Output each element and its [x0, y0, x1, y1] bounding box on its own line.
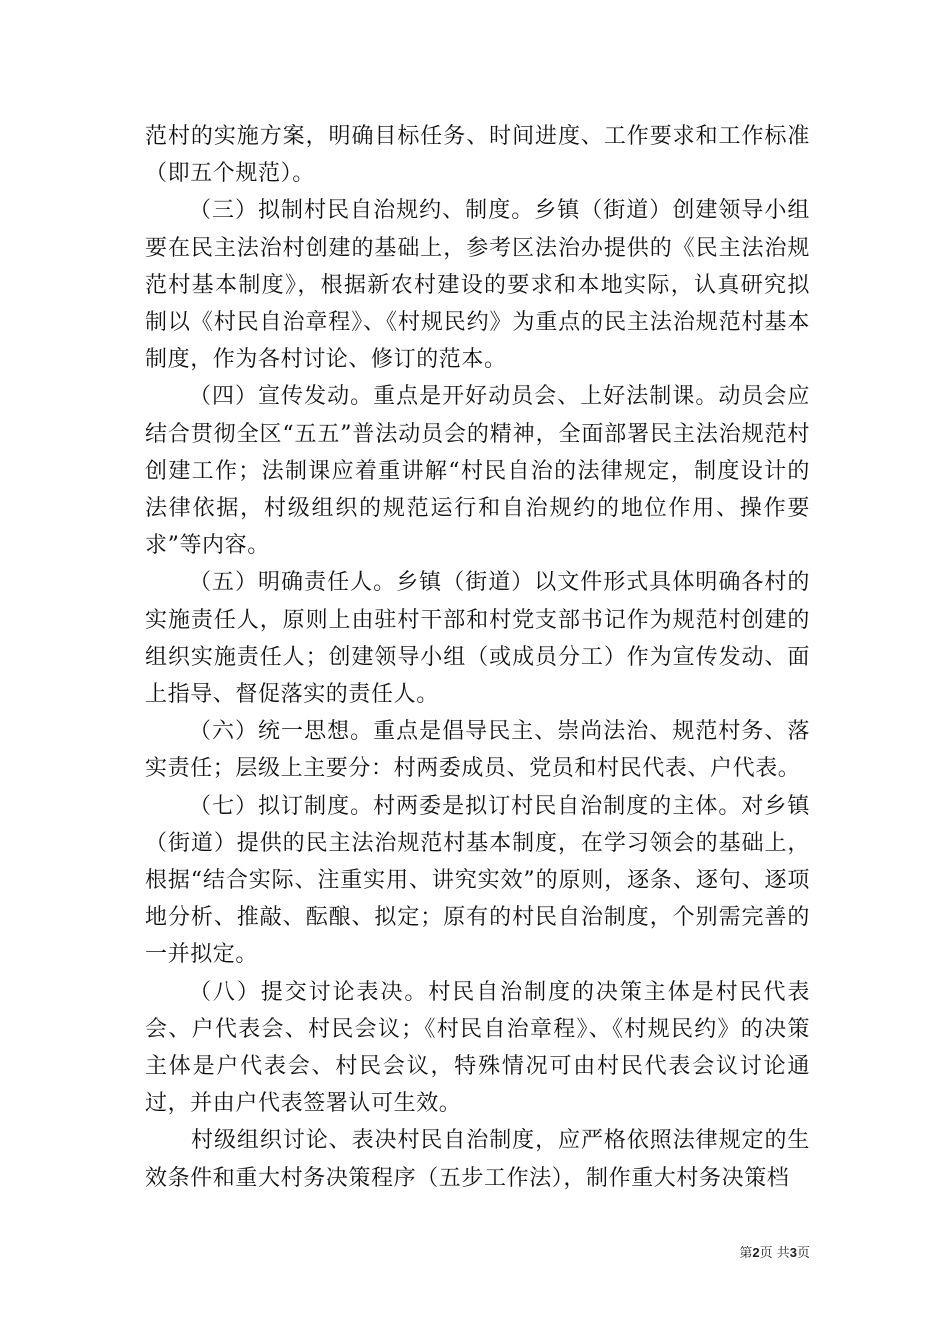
footer-prefix: 第 [739, 1246, 753, 1261]
paragraph-section-7: （七）拟订制度。村两委是拟订村民自治制度的主体。对乡镇（街道）提供的民主法治规范村基本制度，在学习领会的基础上，根据“结合实际、注重实用、讲究实效”的原则，逐条、逐句、逐项地分析、推敲、酝酿、拟定；原有的村民自治制度，个别需完善的一并拟定。 [145, 793, 810, 968]
footer-page-number: 2 [752, 1245, 760, 1260]
paragraph-section-6: （六）统一思想。重点是倡导民主、崇尚法治、规范村务、落实责任；层级上主要分：村两委成员、党员和村民代表、户代表。 [145, 719, 810, 782]
footer-middle: 页 共 [759, 1246, 790, 1261]
paragraph-section-8: （八）提交讨论表决。村民自治制度的决策主体是村民代表会、户代表会、村民会议；《村民自治章程》、《村规民约》的决策主体是户代表会、村民会议，特殊情况可由村民代表会议讨论通过，并由户代表签署认可生效。 [145, 979, 810, 1117]
paragraph-section-4: （四）宣传发动。重点是开好动员会、上好法制课。动员会应结合贯彻全区“五五”普法动员会的精神，全面部署民主法治规范村创建工作；法制课应着重讲解“村民自治的法律规定，制度设计的法律依据，村级组织的规范运行和自治规约的地位作用、操作要求”等内容。 [145, 384, 810, 559]
page-number-footer [739, 1244, 810, 1263]
body-text [145, 118, 810, 1197]
paragraph-section-3: （三）拟制村民自治规约、制度。乡镇（街道）创建领导小组要在民主法治村创建的基础上，参考区法治办提供的《民主法治规范村基本制度》，根据新农村建设的要求和本地实际，认真研究拟制以《村民自治章程》、《村规民约》为重点的民主法治规范村基本制度，作为各村讨论、修订的范本。 [145, 198, 810, 373]
footer-suffix: 页 [796, 1246, 810, 1261]
footer-total-pages: 3 [789, 1245, 797, 1260]
paragraph-continuation: 范村的实施方案，明确目标任务、时间进度、工作要求和工作标准（即五个规范）。 [145, 124, 810, 187]
paragraph-closing: 村级组织讨论、表决村民自治制度，应严格依照法律规定的生效条件和重大村务决策程序（五步工作法），制作重大村务决策档 [145, 1128, 810, 1191]
paragraph-section-5: （五）明确责任人。乡镇（街道）以文件形式具体明确各村的实施责任人，原则上由驻村干部和村党支部书记作为规范村创建的组织实施责任人；创建领导小组（或成员分工）作为宣传发动、面上指导、督促落实的责任人。 [145, 570, 810, 708]
